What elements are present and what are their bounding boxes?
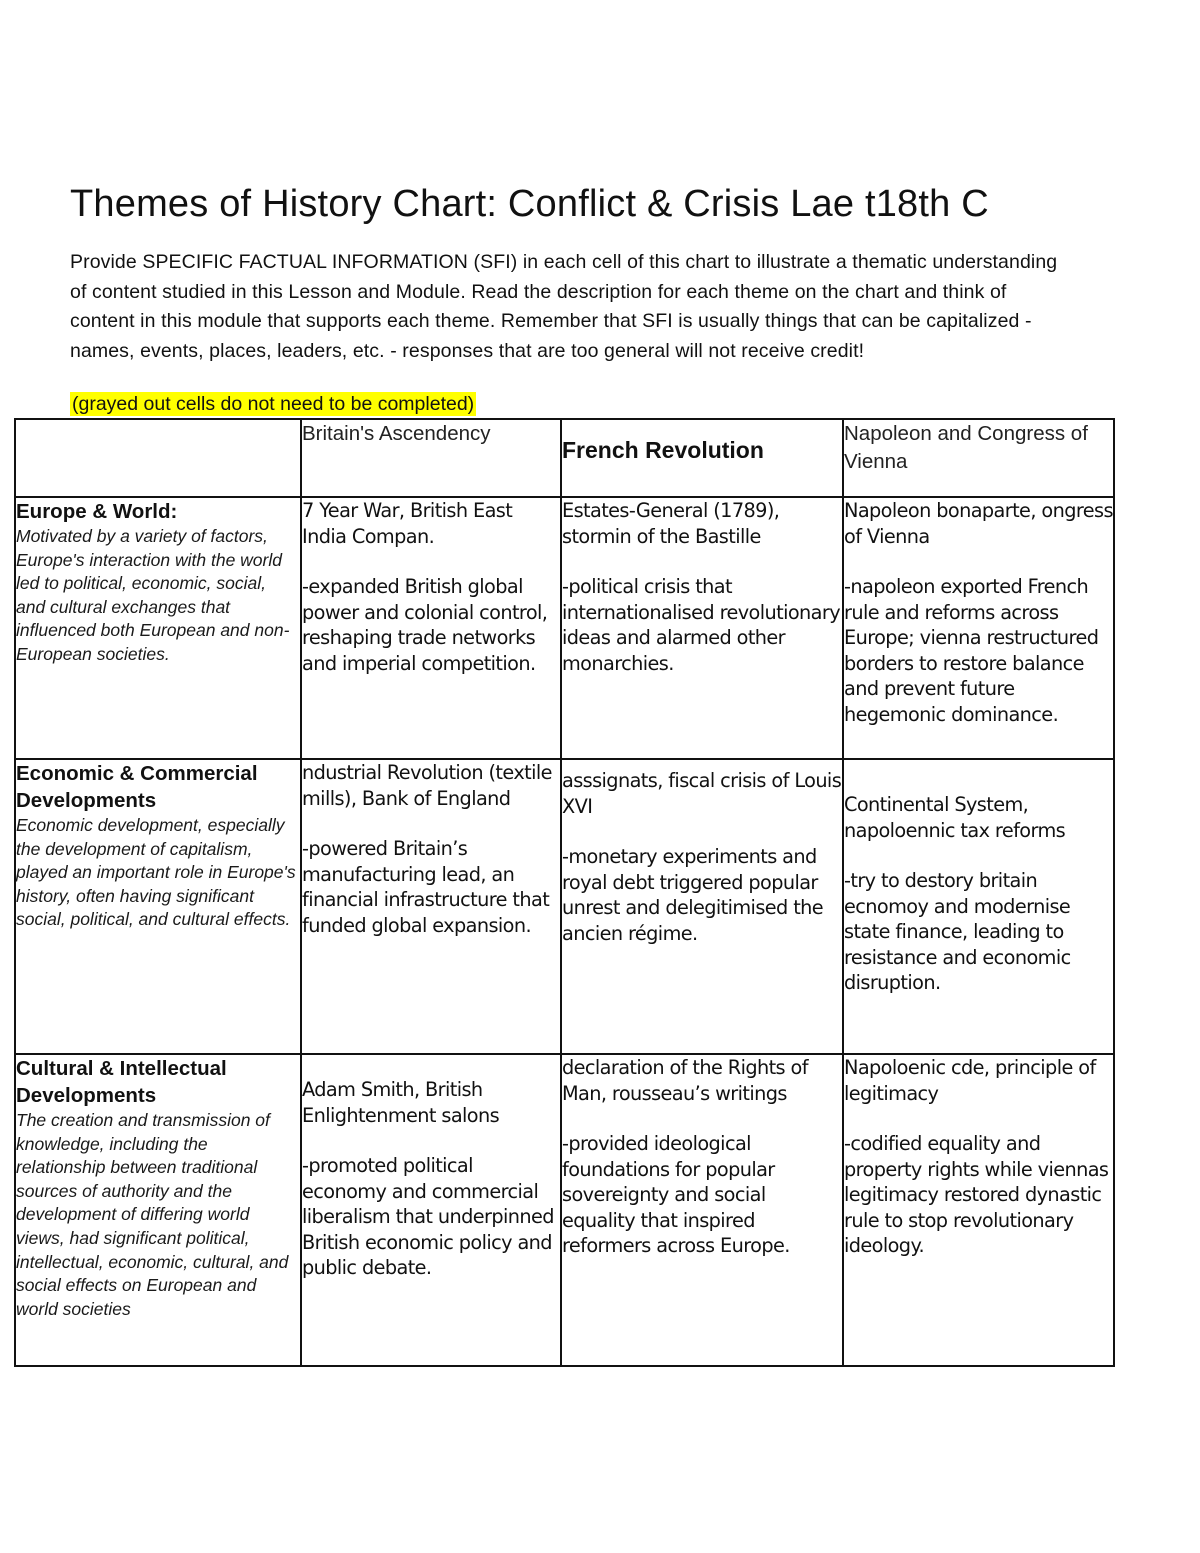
theme-title: Europe & World: [16,500,178,523]
effect-text: -powered Britain’s manufacturing lead, an financial infrastructure that funded global expansion. [302,837,550,937]
answer-cell-europe-napoleon[interactable] [843,497,1114,759]
effect-text: -political crisis that internationalised revolutionary ideas and alarmed other monarchies. [562,575,840,675]
effect-text: -napoleon exported French rule and reforms across Europe; vienna restructured borders to restore balance and prevent future hegemonic dominance. [844,575,1099,726]
header-row [15,419,1114,497]
page-title: Themes of History Chart: Conflict & Crisis Lae t18th C [70,183,989,225]
sfi-text: Napoloenic cde, principle of legitimacy [844,1056,1096,1105]
answer-cell-europe-britain[interactable] [301,497,561,759]
answer-cell-economic-britain[interactable] [301,759,561,1054]
corner-cell [15,419,301,497]
sfi-text: Adam Smith, British Enlightenment salons [302,1078,500,1127]
sfi-text: 7 Year War, British East India Compan. [302,499,513,548]
effect-text: -monetary experiments and royal debt triggered popular unrest and delegitimised the ancien régime. [562,845,824,945]
answer-cell-cultural-napoleon[interactable] [843,1054,1114,1366]
sfi-text: Estates-General (1789), stormin of the Bastille [562,499,780,548]
theme-description: Motivated by a variety of factors, Europe's interaction with the world led to political, economic, social, and cultural exchanges that influenced both European and non-European societies. [16,526,290,664]
answer-cell-cultural-britain[interactable] [301,1054,561,1366]
table-row-economic [15,759,1114,1054]
effect-text: -expanded British global power and colonial control, reshaping trade networks and imperial competition. [302,575,548,675]
table-row-europe-world [15,497,1114,759]
effect-text: -promoted political economy and commercial liberalism that underpinned British economic policy and public debate. [302,1154,554,1279]
answer-cell-economic-napoleon[interactable] [843,759,1114,1054]
theme-title: Cultural & Intellectual Developments [16,1057,227,1107]
table-row-cultural [15,1054,1114,1366]
theme-cell-cultural [15,1054,301,1366]
effect-text: -try to destory britain ecnomoy and modernise state finance, leading to resistance and economic disruption. [844,869,1071,994]
column-header-britain: Britain's Ascendency [301,419,561,497]
sfi-text: asssignats, fiscal crisis of Louis XVI [562,769,842,818]
sfi-text: ndustrial Revolution (textile mills), Bank of England [302,761,552,810]
instructions-text: Provide SPECIFIC FACTUAL INFORMATION (SFI) in each cell of this chart to illustrate a thematic understanding of content studied in this Lesson and Module. Read the description for each theme on the chart and think of content in this module that supports each theme. Remember that SFI is usually things that can be capitalized - names, events, places, leaders, etc. - responses that are too general will not receive credit! [70,251,1058,362]
theme-cell-economic [15,759,301,1054]
column-header-french-revolution: French Revolution [561,419,843,497]
column-header-napoleon: Napoleon and Congress of Vienna [843,419,1114,497]
answer-cell-economic-french[interactable] [561,759,843,1054]
grayed-cells-note: (grayed out cells do not need to be completed) [72,393,475,415]
sfi-text: Napoleon bonaparte, ongress of Vienna [844,499,1113,548]
effect-text: -codified equality and property rights while viennas legitimacy restored dynastic rule to stop revolutionary ideology. [844,1132,1109,1257]
theme-description: The creation and transmission of knowledge, including the relationship between traditional sources of authority and the development of differing world views, had significant political, intellectual, economic, cultural, and social effects on European and world societies [16,1110,289,1319]
theme-description: Economic development, especially the development of capitalism, played an important role in Europe's history, often having significant social, political, and cultural effects. [16,815,296,930]
themes-chart-table [14,418,1115,1367]
sfi-text: Continental System, napoloennic tax reforms [844,793,1066,842]
theme-cell-europe-world [15,497,301,759]
answer-cell-europe-french[interactable] [561,497,843,759]
effect-text: -provided ideological foundations for popular sovereignty and social equality that inspired reformers across Europe. [562,1132,790,1257]
theme-title: Economic & Commercial Developments [16,762,258,812]
sfi-text: declaration of the Rights of Man, rousseau’s writings [562,1056,808,1105]
answer-cell-cultural-french[interactable] [561,1054,843,1366]
